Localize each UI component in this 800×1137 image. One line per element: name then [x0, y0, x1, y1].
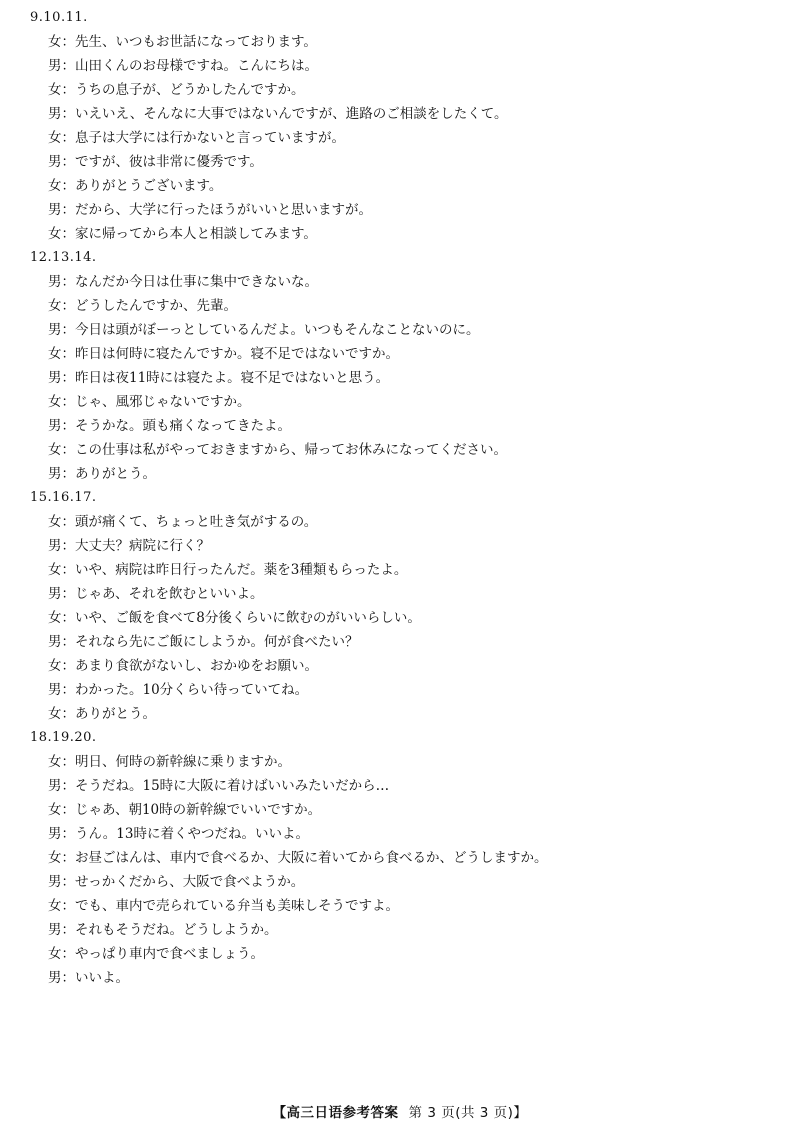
speaker-separator: ：	[61, 538, 75, 554]
speaker-label: 女	[48, 298, 62, 314]
dialogue-line	[0, 438, 800, 462]
dialogue-line	[0, 414, 800, 438]
speaker-label: 男	[48, 58, 62, 74]
speaker-separator: ：	[61, 298, 75, 314]
speaker-label: 男	[48, 634, 62, 650]
speaker-label: 女	[48, 82, 62, 98]
dialogue-line	[0, 390, 800, 414]
speaker-separator: ：	[61, 442, 75, 458]
speaker-separator: ：	[61, 802, 75, 818]
utterance-text: ありがとうございます。	[75, 178, 223, 194]
speaker-label: 女	[48, 178, 62, 194]
speaker-label: 女	[48, 442, 62, 458]
utterance-text: この仕事は私がやっておきますから、帰ってお休みになってください。	[75, 442, 507, 458]
utterance-text: そうだね。15時に大阪に着けばいいみたいだから…	[75, 778, 390, 794]
utterance-text: だから、大学に行ったほうがいいと思いますが。	[75, 202, 372, 218]
speaker-label: 女	[48, 802, 62, 818]
speaker-separator: ：	[61, 58, 75, 74]
speaker-label: 男	[48, 418, 62, 434]
dialogue-line	[0, 606, 800, 630]
speaker-label: 女	[48, 898, 62, 914]
speaker-label: 女	[48, 706, 62, 722]
dialogue-line	[0, 510, 800, 534]
utterance-text: うちの息子が、どうかしたんですか。	[75, 82, 305, 98]
dialogue-line	[0, 750, 800, 774]
speaker-label: 女	[48, 226, 62, 242]
dialogue-line	[0, 54, 800, 78]
utterance-text: なんだか今日は仕事に集中できないな。	[75, 274, 318, 290]
speaker-label: 女	[48, 394, 62, 410]
dialogue-section	[0, 246, 800, 486]
speaker-separator: ：	[61, 946, 75, 962]
speaker-separator: ：	[61, 418, 75, 434]
dialogue-line	[0, 774, 800, 798]
speaker-separator: ：	[61, 178, 75, 194]
speaker-label: 男	[48, 778, 62, 794]
speaker-label: 女	[48, 610, 62, 626]
speaker-separator: ：	[61, 922, 75, 938]
utterance-text: 昨日は夜11時には寝たよ。寝不足ではないと思う。	[75, 370, 390, 386]
speaker-label: 女	[48, 850, 62, 866]
speaker-separator: ：	[61, 706, 75, 722]
dialogue-line	[0, 270, 800, 294]
footer-page-info: 第 3 页(共 3 页)】	[408, 1105, 528, 1121]
utterance-text: お昼ごはんは、車内で食べるか、大阪に着いてから食べるか、どうしますか。	[75, 850, 548, 866]
speaker-label: 男	[48, 970, 62, 986]
utterance-text: そうかな。頭も痛くなってきたよ。	[75, 418, 291, 434]
speaker-separator: ：	[61, 322, 75, 338]
speaker-label: 男	[48, 826, 62, 842]
speaker-label: 男	[48, 682, 62, 698]
dialogue-line	[0, 798, 800, 822]
dialogue-line	[0, 30, 800, 54]
utterance-text: でも、車内で売られている弁当も美味しそうですよ。	[75, 898, 399, 914]
speaker-separator: ：	[61, 370, 75, 386]
speaker-separator: ：	[61, 274, 75, 290]
dialogue-line	[0, 342, 800, 366]
utterance-text: 頭が痛くて、ちょっと吐き気がするの。	[75, 514, 318, 530]
speaker-separator: ：	[61, 562, 75, 578]
dialogue-line	[0, 78, 800, 102]
utterance-text: 昨日は何時に寝たんですか。寝不足ではないですか。	[75, 346, 399, 362]
question-number-header: 15.16.17.	[30, 490, 97, 505]
speaker-label: 男	[48, 538, 62, 554]
speaker-separator: ：	[61, 34, 75, 50]
speaker-separator: ：	[61, 202, 75, 218]
speaker-label: 男	[48, 922, 62, 938]
utterance-text: どうしたんですか、先輩。	[75, 298, 237, 314]
dialogue-line	[0, 198, 800, 222]
dialogue-line	[0, 582, 800, 606]
speaker-separator: ：	[61, 466, 75, 482]
speaker-label: 男	[48, 106, 62, 122]
dialogue-line	[0, 318, 800, 342]
speaker-label: 女	[48, 34, 62, 50]
speaker-separator: ：	[61, 874, 75, 890]
utterance-text: うん。13時に着くやつだね。いいよ。	[75, 826, 309, 842]
speaker-separator: ：	[61, 82, 75, 98]
dialogue-line	[0, 942, 800, 966]
utterance-text: 息子は大学には行かないと言っていますが。	[75, 130, 345, 146]
page-footer	[0, 1101, 800, 1121]
dialogue-line	[0, 462, 800, 486]
speaker-label: 男	[48, 274, 62, 290]
utterance-text: ありがとう。	[75, 706, 156, 722]
speaker-separator: ：	[61, 826, 75, 842]
speaker-separator: ：	[61, 394, 75, 410]
utterance-text: じゃ、風邪じゃないですか。	[75, 394, 251, 410]
dialogue-line	[0, 846, 800, 870]
utterance-text: 大丈夫？病院に行く？	[75, 538, 210, 554]
utterance-text: 今日は頭がぼーっとしているんだよ。いつもそんなことないのに。	[75, 322, 480, 338]
utterance-text: わかった。10分くらい待っていてね。	[75, 682, 309, 698]
speaker-separator: ：	[61, 970, 75, 986]
speaker-label: 女	[48, 658, 62, 674]
speaker-label: 女	[48, 754, 62, 770]
utterance-text: いや、ご飯を食べて8分後くらいに飲むのがいいらしい。	[75, 610, 421, 626]
utterance-text: せっかくだから、大阪で食べようか。	[75, 874, 305, 890]
question-number-header: 12.13.14.	[30, 250, 97, 265]
speaker-separator: ：	[61, 154, 75, 170]
speaker-separator: ：	[61, 778, 75, 794]
speaker-separator: ：	[61, 658, 75, 674]
dialogue-line	[0, 174, 800, 198]
utterance-text: ありがとう。	[75, 466, 156, 482]
utterance-text: いや、病院は昨日行ったんだ。薬を3種類もらったよ。	[75, 562, 408, 578]
dialogue-line	[0, 126, 800, 150]
dialogue-line	[0, 366, 800, 390]
utterance-text: じゃあ、朝10時の新幹線でいいですか。	[75, 802, 322, 818]
speaker-label: 男	[48, 586, 62, 602]
utterance-text: それもそうだね。どうしようか。	[75, 922, 278, 938]
dialogue-section	[0, 726, 800, 990]
speaker-separator: ：	[61, 682, 75, 698]
speaker-separator: ：	[61, 514, 75, 530]
speaker-separator: ：	[61, 226, 75, 242]
speaker-label: 女	[48, 562, 62, 578]
speaker-separator: ：	[61, 130, 75, 146]
footer-title: 【高三日语参考答案	[272, 1105, 399, 1121]
dialogue-line	[0, 654, 800, 678]
dialogue-line	[0, 294, 800, 318]
speaker-label: 男	[48, 370, 62, 386]
dialogue-line	[0, 222, 800, 246]
speaker-separator: ：	[61, 346, 75, 362]
utterance-text: あまり食欲がないし、おかゆをお願い。	[75, 658, 318, 674]
question-number-header: 18.19.20.	[30, 730, 97, 745]
dialogue-line	[0, 534, 800, 558]
utterance-text: それなら先にご飯にしようか。何が食べたい？	[75, 634, 359, 650]
speaker-separator: ：	[61, 610, 75, 626]
dialogue-line	[0, 918, 800, 942]
speaker-separator: ：	[61, 898, 75, 914]
utterance-text: いえいえ、そんなに大事ではないんですが、進路のご相談をしたくて。	[75, 106, 508, 122]
dialogue-line	[0, 558, 800, 582]
utterance-text: いいよ。	[75, 970, 129, 986]
utterance-text: やっぱり車内で食べましょう。	[75, 946, 264, 962]
utterance-text: 明日、何時の新幹線に乗りますか。	[75, 754, 291, 770]
dialogue-line	[0, 966, 800, 990]
speaker-label: 男	[48, 874, 62, 890]
speaker-label: 男	[48, 466, 62, 482]
speaker-label: 女	[48, 130, 62, 146]
dialogue-line	[0, 822, 800, 846]
speaker-separator: ：	[61, 850, 75, 866]
speaker-separator: ：	[61, 754, 75, 770]
speaker-separator: ：	[61, 106, 75, 122]
speaker-label: 男	[48, 154, 62, 170]
speaker-label: 女	[48, 346, 62, 362]
dialogue-line	[0, 102, 800, 126]
dialogue-section	[0, 486, 800, 726]
utterance-text: 山田くんのお母様ですね。こんにちは。	[75, 58, 318, 74]
speaker-label: 男	[48, 322, 62, 338]
utterance-text: 先生、いつもお世話になっております。	[75, 34, 317, 50]
speaker-separator: ：	[61, 634, 75, 650]
question-number-header: 9.10.11.	[30, 10, 88, 25]
speaker-separator: ：	[61, 586, 75, 602]
dialogue-line	[0, 150, 800, 174]
speaker-label: 女	[48, 946, 62, 962]
speaker-label: 女	[48, 514, 62, 530]
dialogue-line	[0, 678, 800, 702]
speaker-label: 男	[48, 202, 62, 218]
dialogue-line	[0, 702, 800, 726]
dialogue-line	[0, 870, 800, 894]
dialogue-transcript	[0, 6, 800, 990]
dialogue-line	[0, 894, 800, 918]
utterance-text: ですが、彼は非常に優秀です。	[75, 154, 263, 170]
dialogue-section	[0, 6, 800, 246]
utterance-text: じゃあ、それを飲むといいよ。	[75, 586, 264, 602]
dialogue-line	[0, 630, 800, 654]
utterance-text: 家に帰ってから本人と相談してみます。	[75, 226, 317, 242]
